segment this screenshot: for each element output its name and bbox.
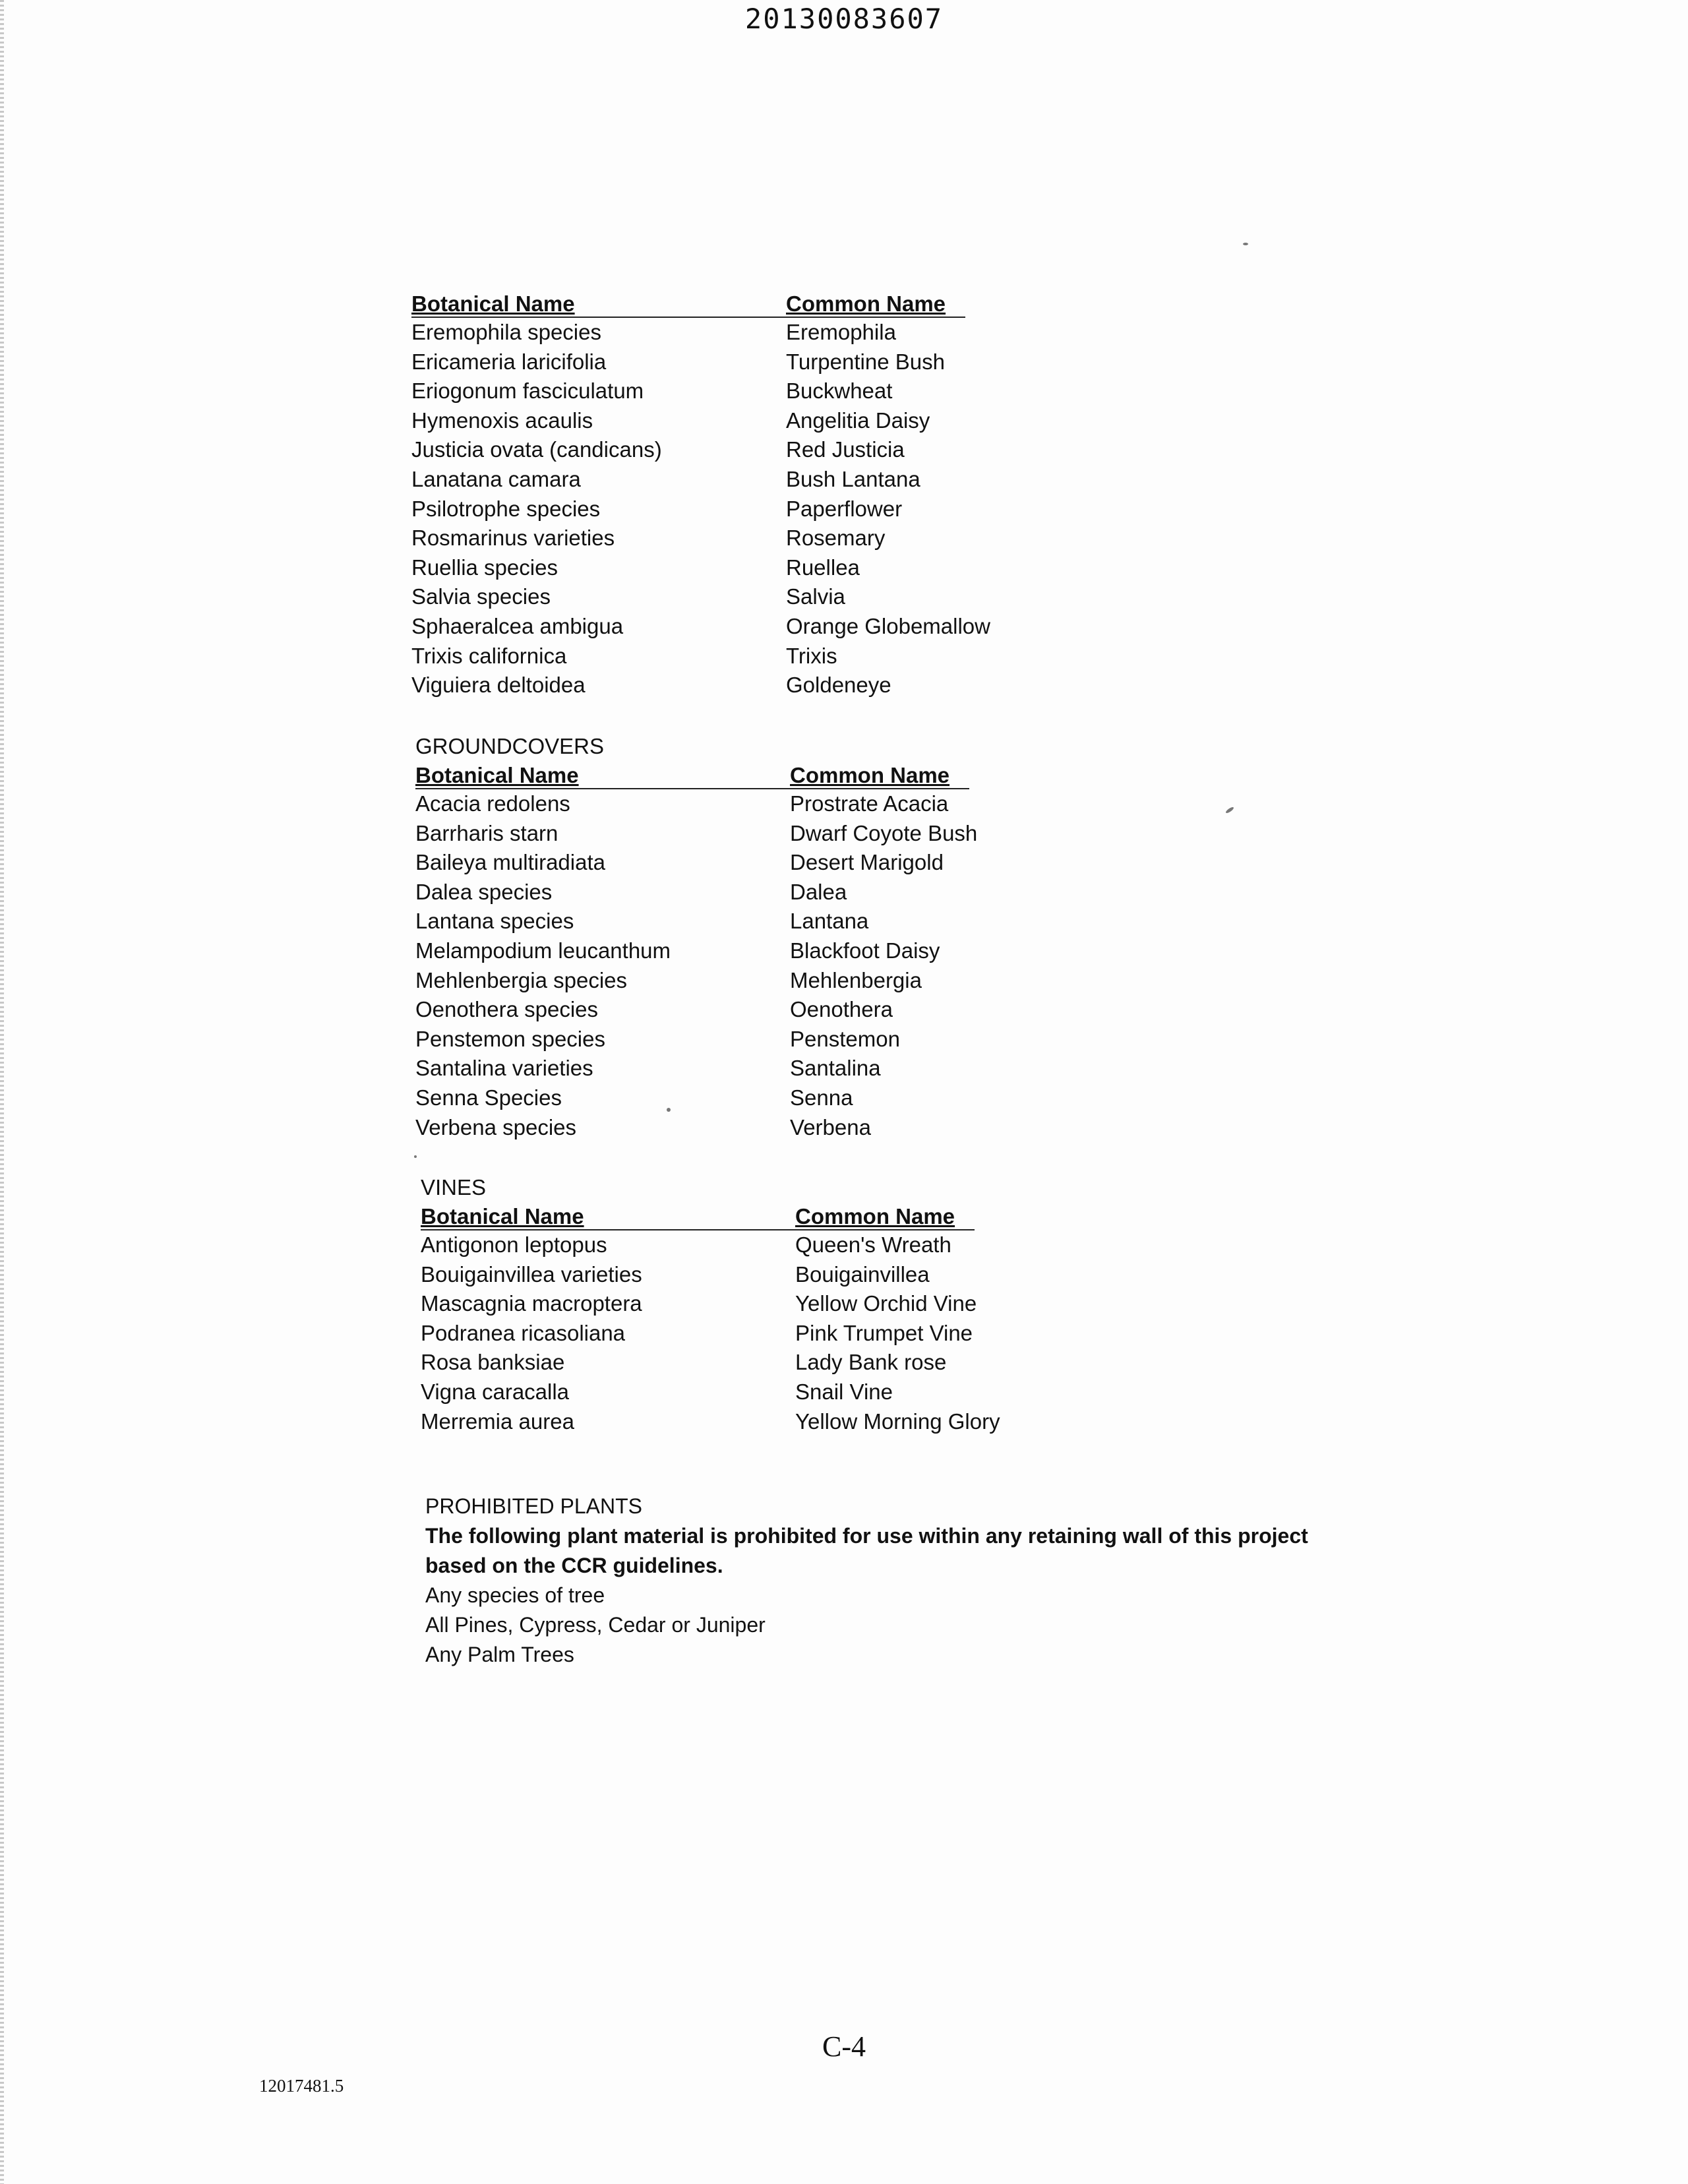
- botanical-name-header: Botanical Name: [421, 1204, 584, 1228]
- botanical-name: Merremia aurea: [421, 1409, 574, 1434]
- common-name: Mehlenbergia: [790, 967, 922, 992]
- botanical-name: Santalina varieties: [415, 1056, 593, 1081]
- botanical-name-header: Botanical Name: [411, 291, 575, 316]
- common-name: Oenothera: [790, 997, 893, 1022]
- prohibited-intro-line: based on the CCR guidelines.: [425, 1554, 723, 1577]
- document-number: 20130083607: [744, 3, 944, 35]
- common-name: Lady Bank rose: [795, 1350, 947, 1375]
- table-row: [415, 1113, 969, 1143]
- common-name: Snail Vine: [795, 1379, 893, 1404]
- botanical-name: Psilotrophe species: [411, 496, 601, 521]
- shrubs-section: [411, 289, 990, 700]
- botanical-name: Lanatana camara: [411, 466, 581, 491]
- botanical-name: Oenothera species: [415, 997, 599, 1022]
- common-name: Senna: [790, 1085, 853, 1110]
- common-name: Eremophila: [786, 320, 896, 344]
- table-row: [415, 995, 969, 1025]
- vines-section: [421, 1175, 1000, 1436]
- table-row: [415, 848, 969, 878]
- common-name: Orange Globemallow: [786, 613, 990, 638]
- groundcovers-table-header: [415, 760, 969, 789]
- table-row: [415, 907, 969, 936]
- botanical-name: Dalea species: [415, 879, 553, 904]
- botanical-name: Hymenoxis acaulis: [411, 408, 593, 433]
- scan-edge: [0, 0, 4, 2184]
- shrubs-table-header: [411, 289, 965, 318]
- botanical-name: Viguiera deltoidea: [411, 673, 586, 698]
- common-name: Queen's Wreath: [795, 1232, 951, 1257]
- table-row: [411, 465, 965, 495]
- table-row: [415, 819, 978, 849]
- botanical-name: Sphaeralcea ambigua: [411, 613, 624, 638]
- botanical-name: Mehlenbergia species: [415, 967, 628, 992]
- table-row: [415, 789, 969, 819]
- botanical-name: Mascagnia macroptera: [421, 1291, 642, 1316]
- common-name: Dalea: [790, 879, 847, 904]
- table-row: [411, 524, 965, 553]
- scan-speck: [1225, 806, 1234, 814]
- table-row: [415, 1083, 969, 1113]
- botanical-name: Penstemon species: [415, 1026, 605, 1051]
- table-row: [421, 1378, 975, 1407]
- table-row: [415, 878, 969, 907]
- common-name: Salvia: [786, 584, 845, 609]
- prohibited-intro-line: The following plant material is prohibited for use within any retaining wall of this project: [425, 1524, 1308, 1548]
- page-label: C-4: [822, 2030, 866, 2063]
- table-row: [411, 495, 965, 524]
- botanical-name: Ruellia species: [411, 555, 558, 580]
- common-name: Prostrate Acacia: [790, 791, 949, 816]
- botanical-name: Vigna caracalla: [421, 1379, 570, 1404]
- common-name: Goldeneye: [786, 673, 891, 698]
- table-row: [421, 1348, 975, 1378]
- prohibited-item: Any Palm Trees: [425, 1643, 574, 1666]
- prohibited-plants-section: [425, 1492, 1348, 1670]
- botanical-name: Melampodium leucanthum: [415, 938, 671, 963]
- common-name: Verbena: [790, 1114, 871, 1139]
- common-name: Yellow Orchid Vine: [795, 1291, 977, 1316]
- botanical-name: Podranea ricasoliana: [421, 1320, 626, 1345]
- table-row: [411, 318, 965, 348]
- table-row: [421, 1407, 1000, 1437]
- table-row: [411, 671, 965, 700]
- common-name: Red Justicia: [786, 437, 905, 462]
- botanical-name: Acacia redolens: [415, 791, 570, 816]
- botanical-name: Barrharis starn: [415, 820, 558, 845]
- common-name: Turpentine Bush: [786, 349, 945, 374]
- section-title: GROUNDCOVERS: [415, 734, 605, 758]
- reference-number: 12017481.5: [259, 2076, 344, 2096]
- table-row: [411, 377, 965, 406]
- table-row: [411, 435, 965, 465]
- table-row: [411, 582, 965, 612]
- botanical-name: Senna Species: [415, 1085, 562, 1110]
- botanical-name: Antigonon leptopus: [421, 1232, 607, 1257]
- common-name: Rosemary: [786, 526, 886, 551]
- table-row: [415, 1054, 969, 1083]
- common-name: Pink Trumpet Vine: [795, 1320, 973, 1345]
- botanical-name-header: Botanical Name: [415, 763, 579, 787]
- common-name: Bush Lantana: [786, 466, 920, 491]
- table-row: [421, 1289, 975, 1319]
- prohibited-item: Any species of tree: [425, 1583, 605, 1607]
- table-row: [421, 1260, 975, 1290]
- botanical-name: Ericameria laricifolia: [411, 349, 607, 374]
- table-row: [411, 612, 990, 642]
- table-row: [411, 553, 965, 583]
- table-row: [411, 348, 965, 377]
- botanical-name: Baileya multiradiata: [415, 850, 605, 875]
- vines-table-header: [421, 1201, 975, 1230]
- table-row: [415, 966, 969, 996]
- botanical-name: Eremophila species: [411, 320, 601, 344]
- common-name-header: Common Name: [786, 291, 946, 316]
- scan-speck: [667, 1108, 671, 1112]
- common-name: Desert Marigold: [790, 850, 944, 875]
- table-row: [421, 1230, 975, 1260]
- common-name: Trixis: [786, 643, 837, 668]
- botanical-name: Lantana species: [415, 909, 574, 934]
- scan-speck: [414, 1155, 417, 1158]
- scan-speck: [1243, 243, 1248, 245]
- common-name: Paperflower: [786, 496, 903, 521]
- botanical-name: Rosmarinus varieties: [411, 526, 615, 551]
- common-name: Penstemon: [790, 1026, 900, 1051]
- common-name: Buckwheat: [786, 379, 893, 404]
- common-name-header: Common Name: [795, 1204, 955, 1228]
- botanical-name: Trixis californica: [411, 643, 567, 668]
- groundcovers-section: [415, 734, 978, 1142]
- common-name: Yellow Morning Glory: [795, 1409, 1000, 1434]
- table-row: [421, 1319, 975, 1349]
- botanical-name: Rosa banksiae: [421, 1350, 565, 1375]
- botanical-name: Justicia ovata (candicans): [411, 437, 662, 462]
- common-name: Dwarf Coyote Bush: [790, 820, 978, 845]
- table-row: [411, 642, 965, 671]
- common-name: Bouigainvillea: [795, 1261, 930, 1287]
- section-title: VINES: [421, 1175, 487, 1199]
- common-name: Santalina: [790, 1056, 881, 1081]
- common-name: Lantana: [790, 909, 869, 934]
- prohibited-item: All Pines, Cypress, Cedar or Juniper: [425, 1613, 766, 1637]
- table-row: [411, 406, 965, 436]
- section-title: PROHIBITED PLANTS: [425, 1494, 642, 1518]
- common-name-header: Common Name: [790, 763, 950, 787]
- botanical-name: Salvia species: [411, 584, 551, 609]
- botanical-name: Bouigainvillea varieties: [421, 1261, 642, 1287]
- botanical-name: Verbena species: [415, 1114, 577, 1139]
- common-name: Angelitia Daisy: [786, 408, 930, 433]
- common-name: Blackfoot Daisy: [790, 938, 940, 963]
- table-row: [415, 936, 969, 966]
- botanical-name: Eriogonum fasciculatum: [411, 379, 644, 404]
- common-name: Ruellea: [786, 555, 860, 580]
- table-row: [415, 1025, 969, 1054]
